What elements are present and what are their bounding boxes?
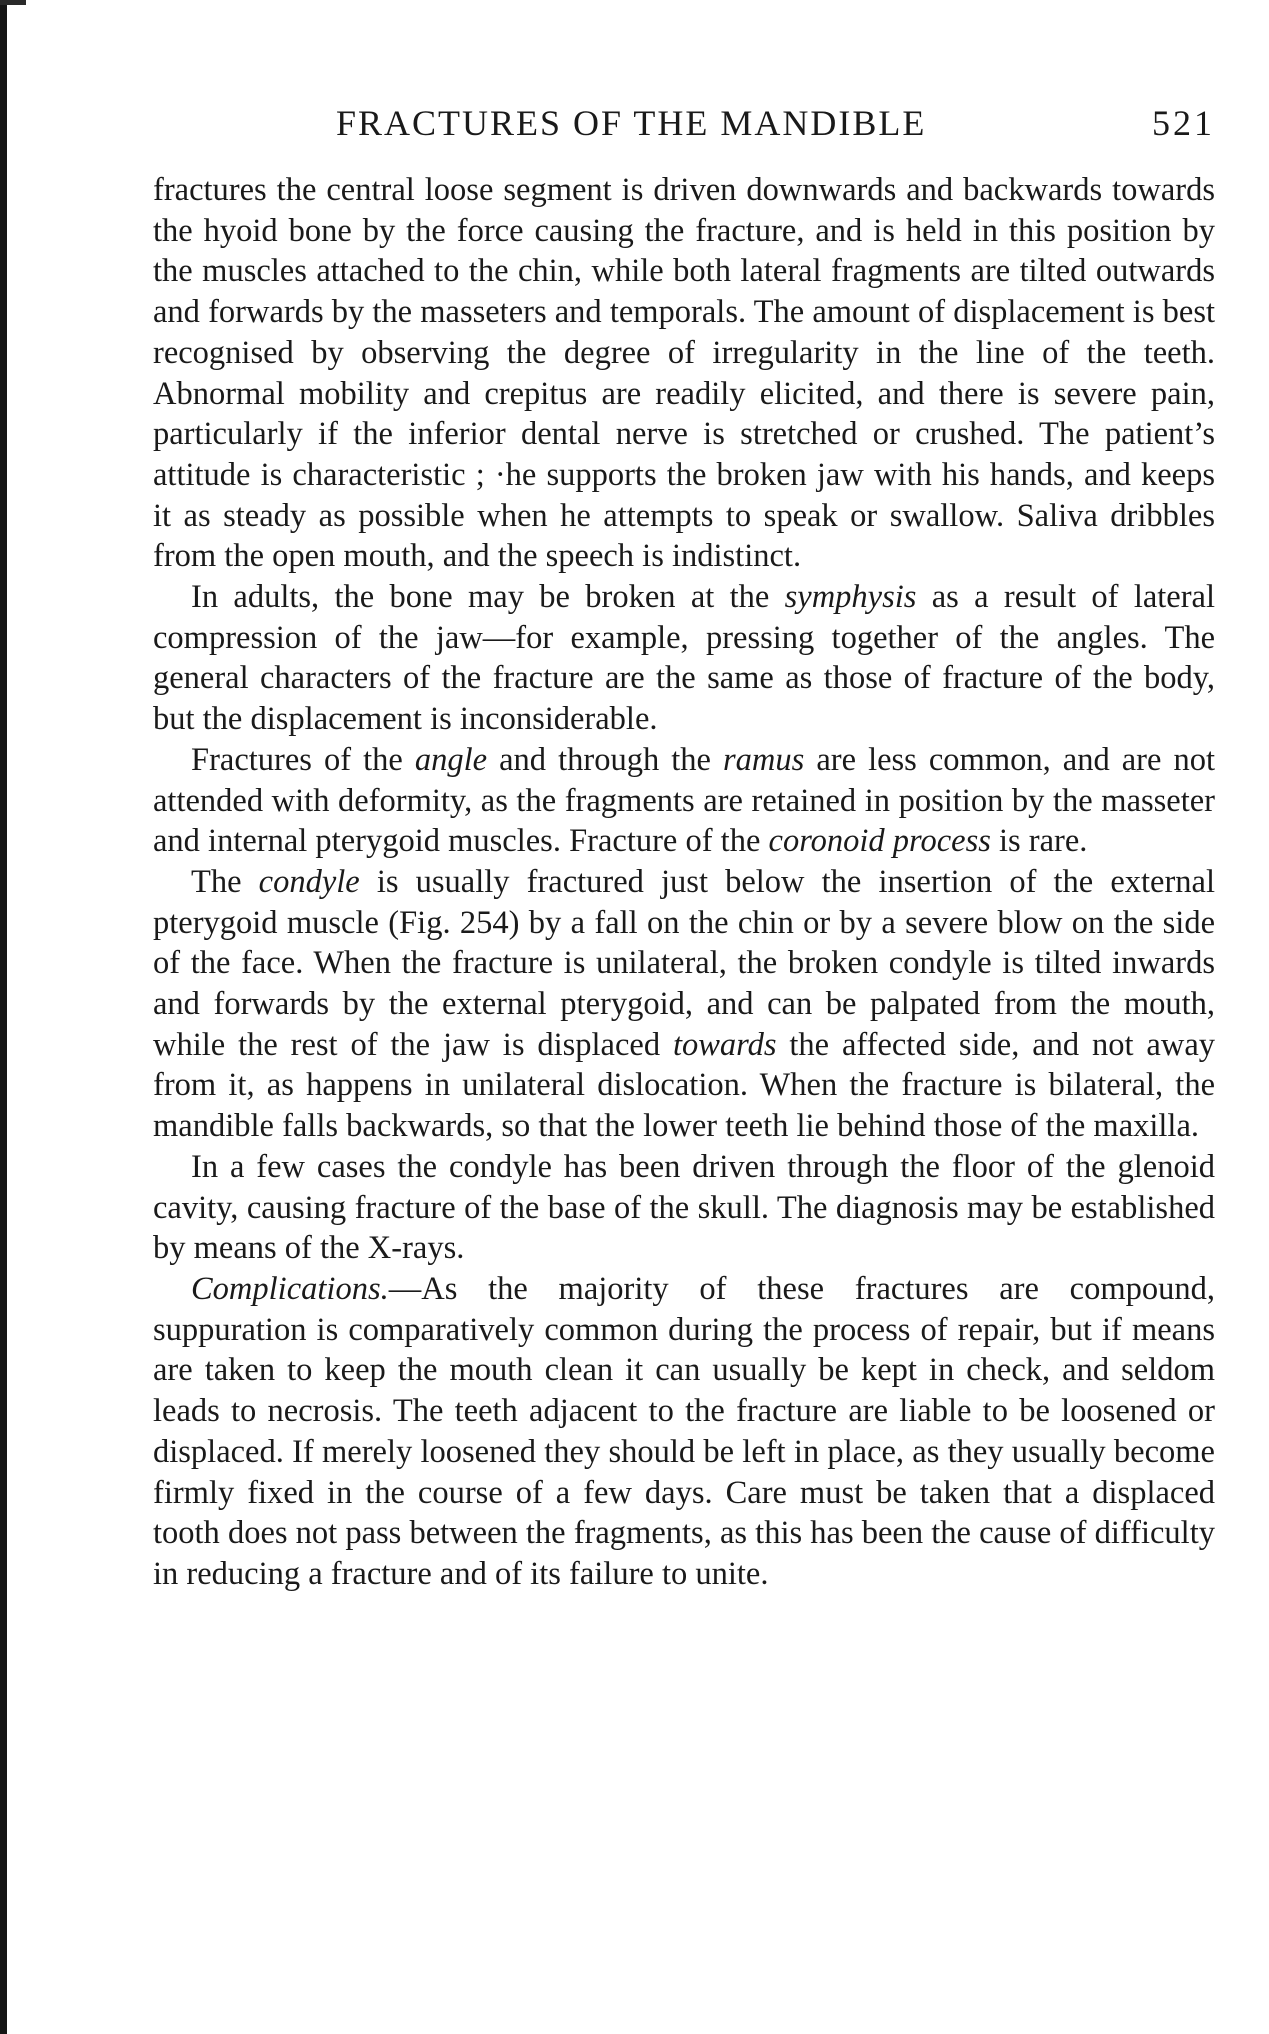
paragraph-text: In a few cases the condyle has been driven through the floor of the glenoid cavity, causing fracture of the base of the skull. The diagnosis may be established by means of the X-rays. <box>153 1148 1215 1267</box>
paragraph-text: and through the <box>487 741 724 778</box>
italic-term-ramus: ramus <box>723 741 805 778</box>
paragraph-text: are less common, and are not attended with deformity, as the fragments are retained in position by the masseter and internal pterygoid muscles. Fracture of the <box>153 741 1216 860</box>
running-title: FRACTURES OF THE MANDIBLE <box>336 103 927 143</box>
italic-term-coronoid-process: coronoid process <box>768 823 991 860</box>
paragraph-text: In adults, the bone may be broken at the <box>191 579 785 616</box>
page-number: 521 <box>1152 103 1215 143</box>
page-edge-corner <box>0 0 26 5</box>
paragraph-continuation <box>153 170 1215 577</box>
paragraph-condyle <box>153 862 1215 1147</box>
paragraph-text: fractures the central loose segment is driven downwards and backwards towards the hyoid bone by the force causing the fracture, and is held in this position by the muscles attached to the chin, while both lateral fragments are tilted outwards and forwards by the masseters and temporals. The amount of displacement is best recognised by observing the degree of irregularity in the line of the teeth. Abnormal mobility and crepitus are readily elicited, and there is severe pain, particularly if the inferior dental nerve is stretched or crushed. The patient’s attitude is characteristic ; ·he supports the broken jaw with his hands, and keeps it as steady as possible when he attempts to speak or swallow. Saliva dribbles from the open mouth, and the speech is indistinct. <box>153 172 1215 575</box>
paragraph-glenoid <box>153 1147 1215 1269</box>
running-head <box>153 92 1215 152</box>
paragraph-text: The <box>191 863 259 900</box>
book-page <box>153 92 1215 1595</box>
body-text <box>153 170 1215 1595</box>
paragraph-angle-ramus <box>153 740 1215 862</box>
paragraph-text: as a result of lateral compression of the jaw—for example, pressing together of the angles. The general characters of the fracture are the same as those of fracture of the body, but the displacement is inconsiderable. <box>153 579 1216 738</box>
italic-term-angle: angle <box>414 741 488 778</box>
paragraph-complications <box>153 1269 1215 1595</box>
page-edge-shadow <box>0 0 7 2034</box>
paragraph-text: the affected side, and not away from it, as happens in unilateral dislocation. When the fracture is bilateral, the mandible falls backwards, so that the lower teeth lie behind those of the maxilla. <box>153 1026 1215 1145</box>
paragraph-text: is rare. <box>990 823 1088 860</box>
paragraph-text: Fractures of the <box>191 741 415 778</box>
italic-term-symphysis: symphysis <box>784 579 917 616</box>
italic-term-condyle: condyle <box>258 863 360 900</box>
paragraph-symphysis <box>153 577 1215 740</box>
italic-heading-complications: Complications. <box>191 1270 389 1307</box>
italic-term-towards: towards <box>672 1026 777 1063</box>
paragraph-text: is usually fractured just below the insertion of the external pterygoid muscle (Fig. 254) by a fall on the chin or by a severe blow on the side of the face. When the fracture is unilateral, the broken condyle is tilted inwards and forwards by the external pterygoid, and can be palpated from the mouth, while the rest of the jaw is displaced <box>153 863 1215 1063</box>
paragraph-text: —As the majority of these fractures are compound, suppuration is comparatively common during the process of repair, but if means are taken to keep the mouth clean it can usually be kept in check, and seldom leads to necrosis. The teeth adjacent to the fracture are liable to be loosened or displaced. If merely loosened they should be left in place, as they usually become firmly fixed in the course of a few days. Care must be taken that a displaced tooth does not pass between the fragments, as this has been the cause of difficulty in reducing a fracture and of its failure to unite. <box>153 1270 1215 1592</box>
